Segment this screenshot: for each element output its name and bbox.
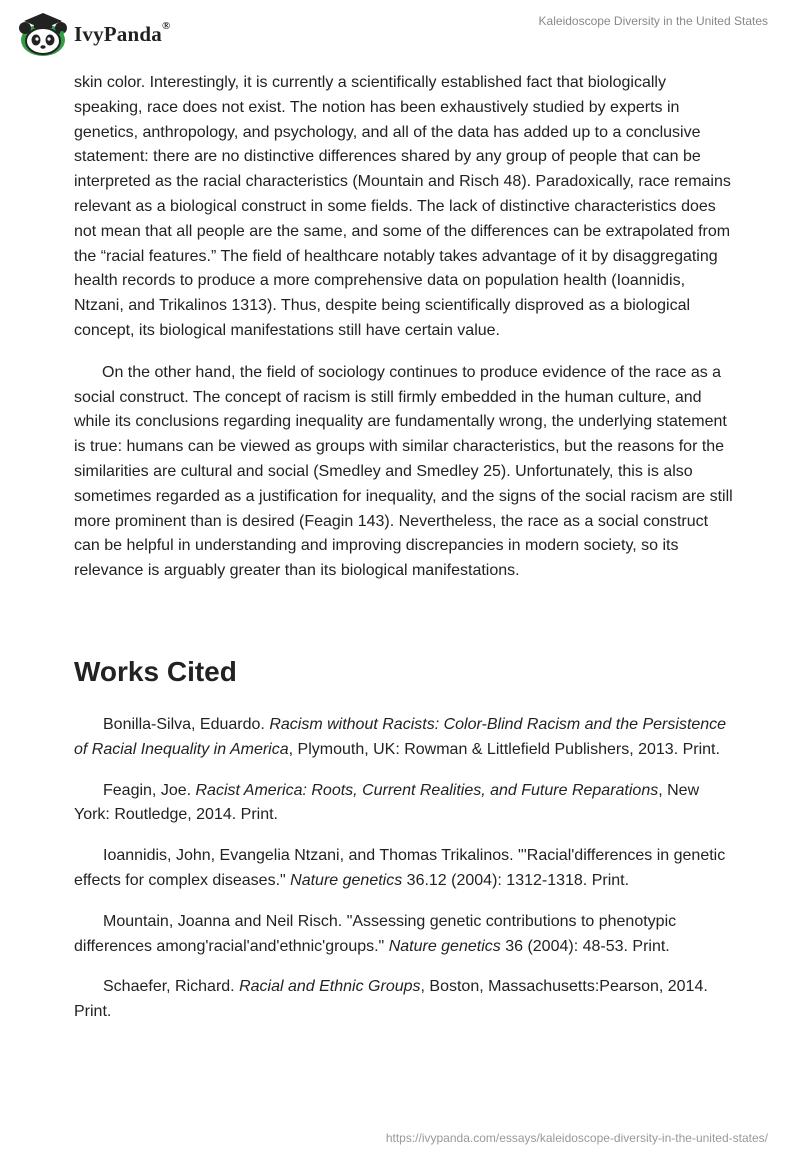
source-url-link[interactable]: https://ivypanda.com/essays/kaleidoscope-diversity-in-the-united-states/ (385, 1131, 768, 1145)
citation-entry: Ioannidis, John, Evangelia Ntzani, and Thomas Trikalinos. "'Racial'differences in genetic effects for complex diseases." Nature genetics 36.12 (2004): 1312-1318. Print. (74, 847, 726, 889)
citation-entry: Bonilla-Silva, Eduardo. Racism without Racists: Color-Blind Racism and the Persistence of Racial Inequality in America, Plymouth, UK: Rowman & Littlefield Publishers, 2013. Print. (74, 716, 727, 758)
document-title: Kaleidoscope Diversity in the United States (538, 14, 768, 28)
brand-logo[interactable] (14, 10, 170, 58)
body-paragraph: On the other hand, the field of sociology continues to produce evidence of the race as a social construct. The concept of racism is still firmly embedded in the human culture, and while its conclusions regarding inequality are fundamentally wrong, the underlying statement is true: humans can be viewed as groups with similar characteristics, but the reasons for the similarities are cultural and social (Smedley and Smedley 25). Unfortunately, this is also sometimes regarded as a justification for inequality, and the signs of the social racism are still more prominent than is desired (Feagin 143). Nevertheless, the race as a social construct can be helpful in understanding and improving discrepancies in modern society, so its relevance is arguably greater than its biological manifestations. (74, 363, 733, 580)
citation-entry: Mountain, Joanna and Neil Risch. "Assessing genetic contributions to phenotypic differences among'racial'and'ethnic'groups." Nature genetics 36 (2004): 48-53. Print. (74, 912, 677, 955)
brand-name: IvyPanda® (74, 19, 171, 46)
essay-body (74, 71, 734, 584)
page-header (0, 0, 800, 70)
panda-graduate-icon (14, 10, 72, 58)
citation-entry: Schaefer, Richard. Racial and Ethnic Groups, Boston, Massachusetts:Pearson, 2014. Print. (74, 978, 708, 1021)
citation-entry: Feagin, Joe. Racist America: Roots, Current Realities, and Future Reparations, New York: Routledge, 2014. Print. (74, 781, 700, 824)
works-cited-list (74, 713, 734, 1041)
works-cited-heading: Works Cited (74, 656, 237, 687)
body-paragraph: skin color. Interestingly, it is currently a scientifically established fact that biologically speaking, race does not exist. The notion has been exhaustively studied by experts in genetics, anthropology, and psychology, and all of the data has added up to a conclusive statement: there are no distinctive differences shared by any group of people that can be interpreted as the racial characteristics (Mountain and Risch 48). Paradoxically, race remains relevant as a biological construct in some fields. The lack of distinctive characteristics does not mean that all people are the same, and some of the differences can be extrapolated from the “racial features.” The field of healthcare notably takes advantage of it by disaggregating health records to produce a more comprehensive data on population health (Ioannidis, Ntzani, and Trikalinos 1313). Thus, despite being scientifically disproved as a biological concept, its biological manifestations still have certain value. (74, 74, 731, 339)
